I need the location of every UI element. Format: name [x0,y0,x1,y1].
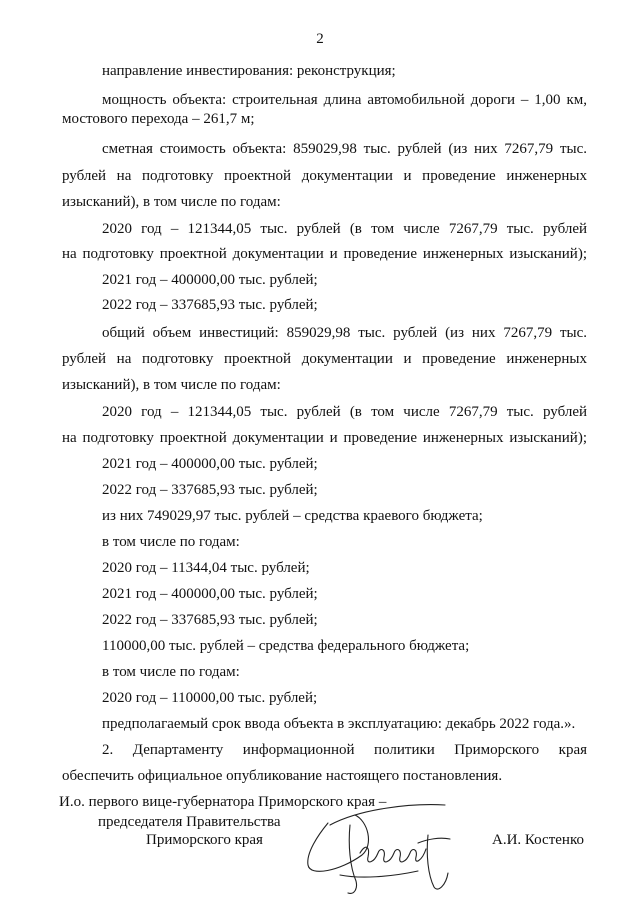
body-line: предполагаемый срок ввода объекта в эксплуатацию: декабрь 2022 года.». [102,716,576,732]
body-line: направление инвестирования: реконструкция; [102,63,396,79]
body-line: изысканий), в том числе по годам: [62,194,281,210]
body-line: 2021 год – 400000,00 тыс. рублей; [102,272,318,288]
body-line: мощность объекта: строительная длина автомобильной дороги – 1,00 км, [102,92,587,108]
signatory-title-line-1: И.о. первого вице-губернатора Приморского края – [59,794,387,810]
body-line: из них 749029,97 тыс. рублей – средства краевого бюджета; [102,508,483,524]
body-line: 2021 год – 400000,00 тыс. рублей; [102,586,318,602]
body-line: сметная стоимость объекта: 859029,98 тыс. рублей (из них 7267,79 тыс. [102,141,587,157]
body-line: обеспечить официальное опубликование настоящего постановления. [62,768,503,784]
body-line: 2020 год – 11344,04 тыс. рублей; [102,560,310,576]
body-line: мостового перехода – 261,7 м; [62,111,255,127]
body-line: 2020 год – 121344,05 тыс. рублей (в том числе 7267,79 тыс. рублей [102,221,587,237]
body-line: в том числе по годам: [102,664,240,680]
body-line: 110000,00 тыс. рублей – средства федерального бюджета; [102,638,470,654]
body-line: рублей на подготовку проектной документации и проведение инженерных [62,351,587,367]
signatory-title-line-3: Приморского края [146,832,263,848]
body-line: 2022 год – 337685,93 тыс. рублей; [102,482,318,498]
body-line: на подготовку проектной документации и проведение инженерных изысканий); [62,430,587,446]
signer-name: А.И. Костенко [492,832,584,848]
body-line: 2022 год – 337685,93 тыс. рублей; [102,612,318,628]
body-line: общий объем инвестиций: 859029,98 тыс. рублей (из них 7267,79 тыс. [102,325,587,341]
body-line: рублей на подготовку проектной документации и проведение инженерных [62,168,587,184]
handwritten-signature [300,795,460,900]
body-line: 2020 год – 110000,00 тыс. рублей; [102,690,318,706]
signatory-title-line-2: председателя Правительства [98,814,281,830]
body-line: 2. Департаменту информационной политики Приморского края [102,742,587,758]
body-line: 2020 год – 121344,05 тыс. рублей (в том числе 7267,79 тыс. рублей [102,404,587,420]
body-line: в том числе по годам: [102,534,240,550]
body-line: 2022 год – 337685,93 тыс. рублей; [102,297,318,313]
body-line: 2021 год – 400000,00 тыс. рублей; [102,456,318,472]
body-line: на подготовку проектной документации и проведение инженерных изысканий); [62,246,587,262]
page-number: 2 [316,31,324,47]
body-line: изысканий), в том числе по годам: [62,377,281,393]
